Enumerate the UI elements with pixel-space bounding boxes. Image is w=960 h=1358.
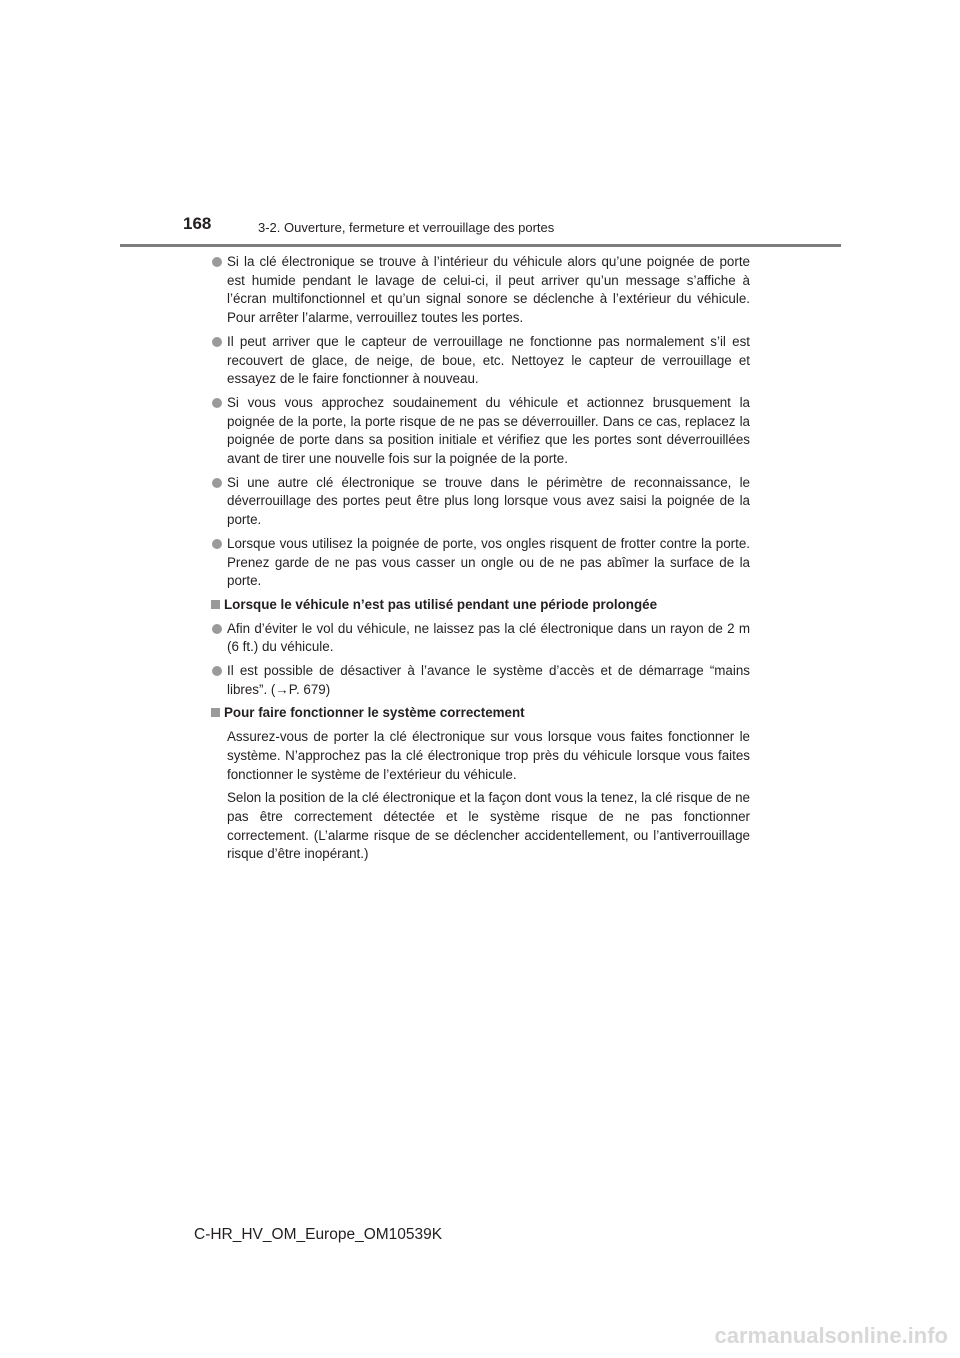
- footer-doc-code: C-HR_HV_OM_Europe_OM10539K: [194, 1226, 443, 1243]
- bullet-item: [210, 333, 750, 389]
- bullet-icon: [212, 539, 222, 549]
- bullet-item: [210, 253, 750, 328]
- bullet-item: [210, 394, 750, 469]
- bullet-text: Si une autre clé électronique se trouve dans le périmètre de reconnaissance, le déverrouillage des portes peut être plus long lorsque vous avez saisi la poignée de la porte.: [227, 474, 750, 528]
- bullet-text: Si vous vous approchez soudainement du véhicule et actionnez brusquement la poignée de la porte, la porte risque de ne pas se déverrouiller. Dans ce cas, replacez la poignée de porte dans sa position initiale et vérifiez que les portes sont déverrouillées avant de tirer une nouvelle fois sur la poignée de la porte.: [227, 394, 750, 467]
- heading-text: Pour faire fonctionner le système correctement: [224, 705, 525, 721]
- section-heading: [210, 596, 750, 615]
- bullet-item: [210, 620, 750, 657]
- bullet-item: [210, 535, 750, 591]
- bullet-icon: [212, 624, 222, 634]
- bullet-text: Il est possible de désactiver à l’avance le système d’accès et de démarrage “mains libres”. (→P. 679): [227, 663, 750, 697]
- square-bullet-icon: [211, 708, 220, 717]
- bullet-item: [210, 474, 750, 530]
- bullet-icon: [212, 257, 222, 267]
- bullet-text: Afin d’éviter le vol du véhicule, ne laissez pas la clé électronique dans un rayon de 2 m (6 ft.) du véhicule.: [227, 620, 750, 655]
- paragraph: Selon la position de la clé électronique et la façon dont vous la tenez, la clé risque de ne pas être correctement détectée et le système risque de ne pas fonctionner correctement. (L’alarme risque de se déclencher accidentellement, ou l’antiverrouillage risque d’être inopérant.): [227, 790, 750, 862]
- bullet-text: Si la clé électronique se trouve à l’intérieur du véhicule alors qu’une poignée de porte est humide pendant le lavage de celui-ci, il peut arriver qu’un message s’affiche à l’écran multifonctionnel et qu’un signal sonore se déclenche à l’extérieur du véhicule. Pour arrêter l’alarme, verrouillez toutes les portes.: [227, 254, 750, 326]
- header-divider: [120, 244, 841, 247]
- bullet-icon: [212, 666, 222, 676]
- paragraph: Assurez-vous de porter la clé électronique sur vous lorsque vous faites fonctionner le système. N’approchez pas la clé électronique trop près du véhicule lorsque vous faites fonctionner le système de l’extérieur du véhicule.: [227, 729, 750, 782]
- watermark: carmanualsonline.info: [714, 1323, 948, 1348]
- heading-text: Lorsque le véhicule n’est pas utilisé pendant une période prolongée: [224, 596, 658, 612]
- bullet-icon: [212, 478, 222, 488]
- bullet-text: Il peut arriver que le capteur de verrouillage ne fonctionne pas normalement s’il est recouvert de glace, de neige, de boue, etc. Nettoyez le capteur de verrouillage et essayez de le faire fonctionner à nouveau.: [227, 333, 750, 387]
- page-number: 168: [183, 214, 212, 233]
- bullet-item: [210, 662, 750, 699]
- section-heading: [210, 704, 750, 723]
- page-content: [210, 253, 750, 869]
- bullet-icon: [212, 398, 222, 408]
- section-title: 3-2. Ouverture, fermeture et verrouillage des portes: [258, 220, 555, 235]
- square-bullet-icon: [211, 600, 220, 609]
- bullet-icon: [212, 337, 222, 347]
- bullet-text: Lorsque vous utilisez la poignée de porte, vos ongles risquent de frotter contre la porte. Prenez garde de ne pas vous casser un ongle ou de ne pas abîmer la surface de la porte.: [227, 535, 750, 589]
